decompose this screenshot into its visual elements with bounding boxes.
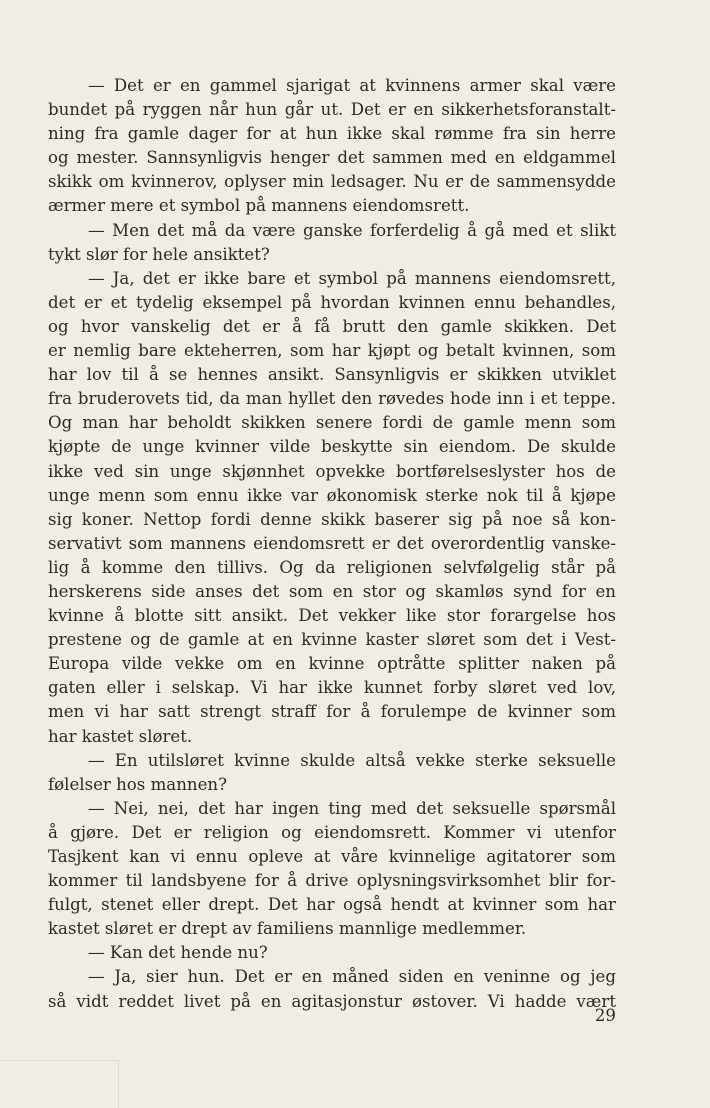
text-line: skikk om kvinnerov, oplyser min ledsager. Nu er de sammensydde [48, 172, 616, 192]
text-line: gaten eller i selskap. Vi har ikke kunnet forby sløret ved lov, [48, 678, 616, 698]
text-line: — Men det må da være ganske forferdelig å gå med et slikt [88, 220, 616, 240]
text-line: prestene og de gamle at en kvinne kaster sløret som det i Vest- [48, 630, 616, 650]
text-line: ikke ved sin unge skjønnhet opvekke bortførelseslyster hos de [48, 461, 616, 481]
text-line: er nemlig bare ekteherren, som har kjøpt og betalt kvinnen, som [48, 341, 616, 361]
text-line: bundet på ryggen når hun går ut. Det er en sikkerhetsforanstalt- [48, 100, 616, 120]
text-line: kvinne å blotte sitt ansikt. Det vekker like stor forargelse hos [48, 606, 616, 626]
text-line: lig å komme den tillivs. Og da religionen selvfølgelig står på [48, 557, 616, 577]
body-text [48, 74, 616, 1014]
text-line: unge menn som ennu ikke var økonomisk sterke nok til å kjøpe [48, 485, 616, 505]
text-line: — Det er en gammel sjarigat at kvinnens armer skal være [88, 76, 616, 95]
text-line: — En utilsløret kvinne skulde altså vekke sterke seksuelle [88, 750, 616, 770]
text-line: så vidt reddet livet på en agitasjonstur østover. Vi hadde vært [48, 991, 616, 1011]
text-line: — Ja, sier hun. Det er en måned siden en veninne og jeg [88, 967, 616, 987]
text-line: tykt slør for hele ansiktet? [48, 244, 270, 264]
text-line: kastet sløret er drept av familiens mannlige medlemmer. [48, 919, 527, 939]
scan-edge-mark [0, 1060, 119, 1108]
text-line: det er et tydelig eksempel på hvordan kvinnen ennu behandles, [48, 292, 616, 312]
text-line: har lov til å se hennes ansikt. Sansynligvis er skikken utviklet [48, 365, 616, 385]
text-line: sig koner. Nettop fordi denne skikk baserer sig på noe så kon- [48, 509, 616, 529]
text-line: herskerens side anses det som en stor og skamløs synd for en [48, 581, 616, 601]
text-line: Og man har beholdt skikken senere fordi de gamle menn som [48, 413, 616, 433]
text-line: men vi har satt strengt straff for å forulempe de kvinner som [48, 702, 616, 722]
page-number: 29 [594, 1006, 616, 1025]
text-line: ærmer mere et symbol på mannens eiendomsrett. [48, 196, 470, 216]
text-line: og hvor vanskelig det er å få brutt den gamle skikken. Det [48, 316, 616, 336]
text-line: — Kan det hende nu? [88, 943, 268, 963]
text-line: servativt som mannens eiendomsrett er det overordentlig vanske- [48, 533, 616, 553]
text-line: følelser hos mannen? [48, 774, 227, 794]
text-line: Tasjkent kan vi ennu opleve at våre kvinnelige agitatorer som [48, 847, 616, 866]
text-line: Europa vilde vekke om en kvinne optråtte splitter naken på [48, 654, 616, 674]
text-line: har kastet sløret. [48, 726, 193, 746]
text-line: kommer til landsbyene for å drive oplysningsvirksomhet blir for- [48, 871, 616, 891]
text-line: å gjøre. Det er religion og eiendomsrett. Kommer vi utenfor [48, 822, 616, 842]
text-line: fulgt, stenet eller drept. Det har også hendt at kvinner som har [48, 895, 616, 915]
text-line: — Nei, nei, det har ingen ting med det seksuelle spørsmål [88, 798, 616, 818]
text-line: ning fra gamle dager for at hun ikke skal rømme fra sin herre [48, 124, 616, 144]
text-line: — Ja, det er ikke bare et symbol på mannens eiendomsrett, [88, 268, 616, 288]
text-line: og mester. Sannsynligvis henger det sammen med en eldgammel [48, 148, 616, 168]
text-line: fra bruderovets tid, da man hyllet den røvedes hode inn i et teppe. [48, 389, 616, 409]
text-line: kjøpte de unge kvinner vilde beskytte sin eiendom. De skulde [48, 437, 616, 457]
